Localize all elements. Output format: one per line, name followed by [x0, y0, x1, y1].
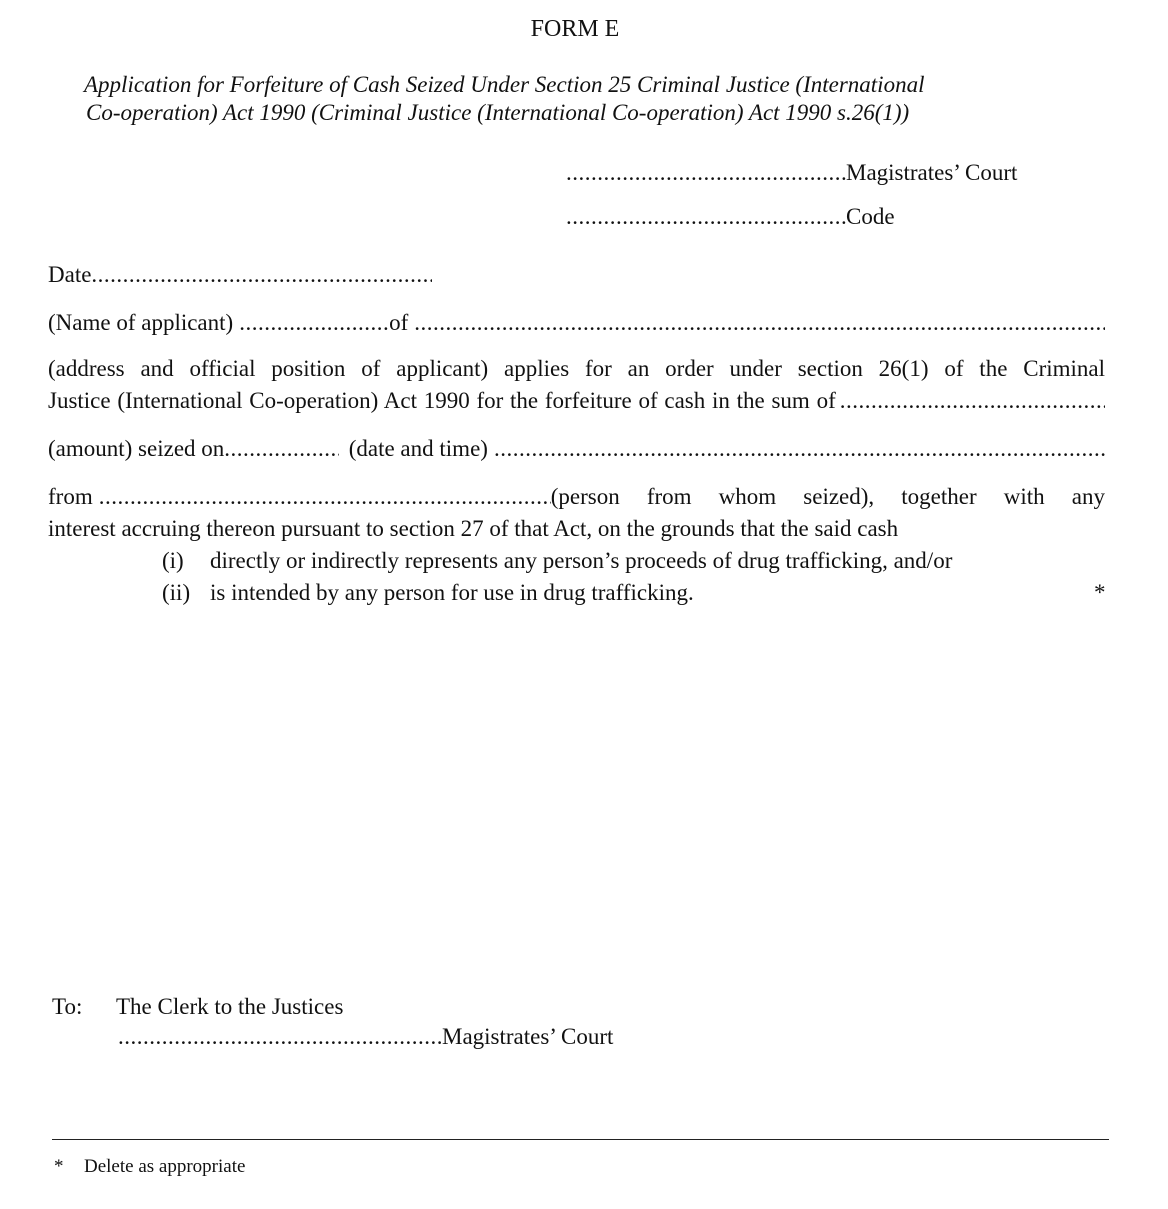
clerk-text: The Clerk to the Justices — [116, 994, 344, 1019]
para1-line1: (address and official position of applicant) applies for an order under section 26(1) of the Criminal — [48, 356, 1105, 381]
form-title: FORM E — [530, 16, 620, 42]
footnote-marker: * — [54, 1156, 64, 1177]
date-time-dots — [494, 436, 1105, 462]
to-label: To: — [52, 994, 83, 1019]
from-label: from — [48, 484, 93, 509]
form-subtitle-line2: Co-operation) Act 1990 (Criminal Justice (International Co-operation) Act 1990 s.26(1)) — [86, 100, 910, 125]
date-label: Date — [48, 262, 92, 287]
code-field[interactable] — [566, 204, 966, 230]
date-field[interactable] — [48, 262, 432, 288]
amount-label: (amount) seized on — [48, 436, 225, 461]
applicant-address-dots — [414, 310, 1105, 336]
addressee-court-field[interactable] — [118, 1024, 678, 1050]
applicant-field[interactable] — [48, 310, 1105, 336]
court-label: Magistrates’ Court — [846, 160, 1018, 185]
code-label: Code — [846, 204, 895, 229]
item1-number: (i) — [162, 548, 184, 573]
applicant-of-label: of — [389, 310, 409, 335]
from-dots — [99, 484, 551, 510]
date-time-label: (date and time) — [348, 436, 488, 461]
sum-field[interactable] — [48, 388, 1105, 414]
delete-asterisk: * — [1094, 580, 1106, 605]
court-dots — [566, 160, 846, 186]
footnote-rule — [52, 1139, 1109, 1140]
para1-line2: Justice (International Co-operation) Act 1990 for the forfeiture of cash in the sum of — [48, 388, 836, 413]
seized-on-dots — [224, 436, 338, 462]
form-subtitle-line1: Application for Forfeiture of Cash Seized Under Section 25 Criminal Justice (International — [84, 72, 925, 97]
addressee-court-dots — [118, 1024, 442, 1050]
para2-line2: interest accruing thereon pursuant to section 27 of that Act, on the grounds that the said cash — [48, 516, 899, 541]
footnote-text: Delete as appropriate — [84, 1156, 246, 1177]
court-field[interactable] — [566, 160, 1066, 186]
applicant-name-label: (Name of applicant) — [48, 310, 234, 335]
seizure-field[interactable] — [48, 436, 1105, 462]
code-dots — [566, 204, 846, 230]
person-label: (person from whom seized), together with any — [550, 484, 1105, 509]
addressee-court-label: Magistrates’ Court — [442, 1024, 614, 1049]
item2-text: is intended by any person for use in drug trafficking. — [210, 580, 694, 605]
item1-text: directly or indirectly represents any person’s proceeds of drug trafficking, and/or — [210, 548, 953, 573]
date-dots — [91, 262, 432, 288]
applicant-name-dots — [239, 310, 389, 336]
from-field[interactable] — [48, 484, 1105, 510]
item2-number: (ii) — [162, 580, 191, 605]
sum-dots — [840, 388, 1105, 414]
